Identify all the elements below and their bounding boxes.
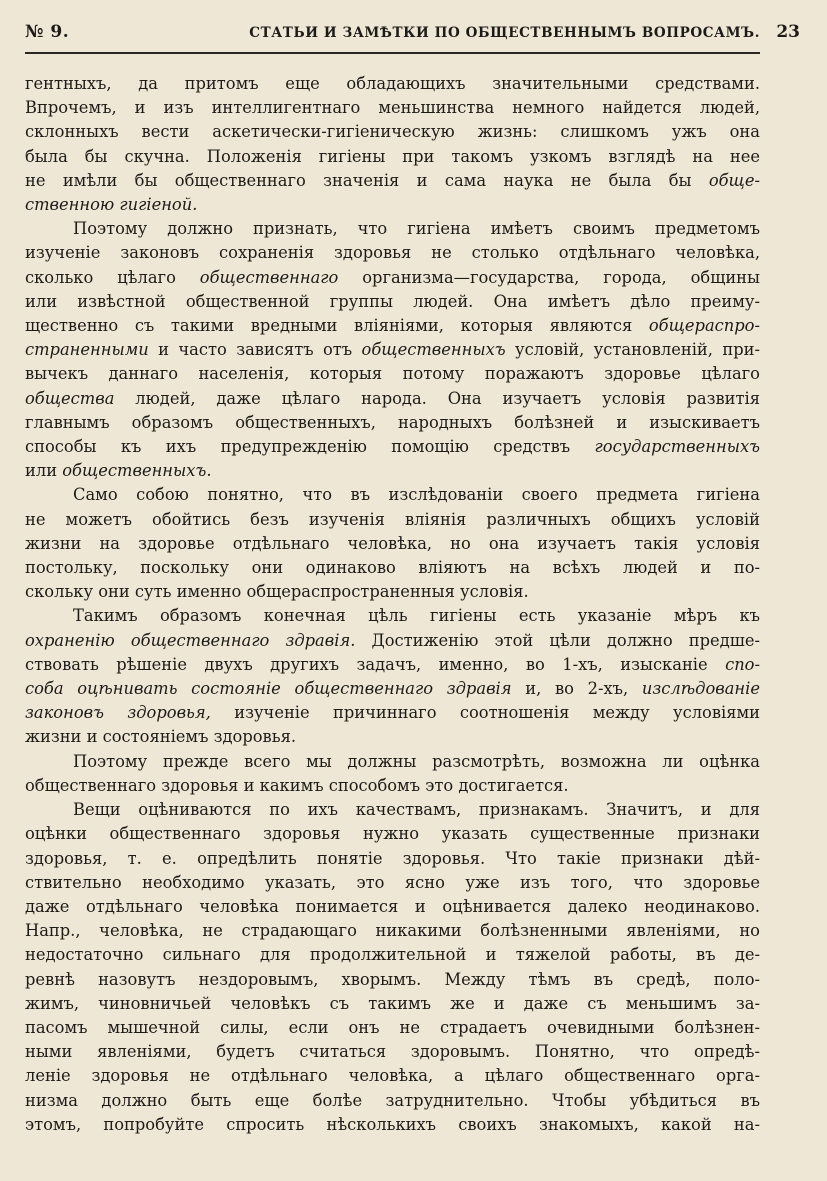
text-line: постольку, поскольку они одинаково вліяютъ на всѣхъ людей и по- <box>25 558 760 578</box>
text-line: этомъ, попробуйте спросить нѣсколькихъ своихъ знакомыхъ, какой на- <box>25 1114 760 1134</box>
text-line: охраненію общественнаго здравія. Достиженію этой цѣли должно предше- <box>25 630 760 650</box>
text-line: ными явленіями, будетъ считаться здоровымъ. Понятно, что опредѣ- <box>25 1042 760 1062</box>
text-line: Напр., человѣка, не страдающаго никакими болѣзненными явленіями, но <box>25 921 760 941</box>
text-line: здоровья, т. е. опредѣлить понятіе здоровья. Что такіе признаки дѣй- <box>25 848 760 868</box>
text-line: пасомъ мышечной силы, если онъ не страдаетъ очевидными болѣзнен- <box>25 1017 760 1037</box>
text-line: Вещи оцѣниваются по ихъ качествамъ, признакамъ. Значитъ, и для <box>73 800 760 820</box>
text-line: Такимъ образомъ конечная цѣль гигіены есть указаніе мѣръ къ <box>73 606 760 626</box>
text-line: жизни и состояніемъ здоровья. <box>25 727 297 747</box>
text-line: главнымъ образомъ общественныхъ, народныхъ болѣзней и изыскиваетъ <box>25 412 760 432</box>
text-line: щественно съ такими вредными вліяніями, которыя являются общераспро- <box>25 316 760 336</box>
issue-number: № 9. <box>25 22 70 42</box>
text-line: ствительно необходимо указать, это ясно уже изъ того, что здоровье <box>25 872 760 892</box>
text-line: страненными и часто зависятъ отъ общественныхъ условій, установленій, при- <box>25 340 760 360</box>
text-line: изученіе законовъ сохраненія здоровья не столько отдѣльнаго человѣка, <box>25 243 760 263</box>
text-line: не имѣли бы общественнаго значенія и сама наука не была бы обще- <box>25 170 760 190</box>
body-text <box>25 72 760 1137</box>
text-line: леніе здоровья не отдѣльнаго человѣка, а цѣлаго общественнаго орга- <box>25 1066 760 1086</box>
text-line: жимъ, чиновничьей человѣкъ съ такимъ же и даже съ меньшимъ за- <box>25 993 760 1013</box>
text-line: Поэтому должно признать, что гигіена имѣетъ своимъ предметомъ <box>73 219 760 239</box>
text-line: ствовать рѣшеніе двухъ другихъ задачъ, именно, во 1-хъ, изысканіе спо- <box>25 654 760 674</box>
text-line: или общественныхъ. <box>25 461 212 481</box>
text-line: ственною гигіеной. <box>25 195 198 215</box>
text-line: способы къ ихъ предупрежденію помощію средствъ государственныхъ <box>25 437 760 457</box>
text-line: была бы скучна. Положенія гигіены при такомъ узкомъ взглядѣ на нее <box>25 146 760 166</box>
text-line: сколько цѣлаго общественнаго организма—государства, города, общины <box>25 267 760 287</box>
text-line: общества людей, даже цѣлаго народа. Она изучаетъ условія развитія <box>25 388 760 408</box>
section-title: СТАТЬИ И ЗАМѢТКИ ПО ОБЩЕСТВЕННЫМЪ ВОПРОСАМЪ. <box>249 25 760 41</box>
text-line: или извѣстной общественной группы людей. Она имѣетъ дѣло преиму- <box>25 291 760 311</box>
text-line: Само собою понятно, что въ изслѣдованіи своего предмета гигіена <box>73 485 760 505</box>
text-line: даже отдѣльнаго человѣка понимается и оцѣнивается далеко неодинаково. <box>25 896 760 916</box>
text-line: оцѣнки общественнаго здоровья нужно указать существенные признаки <box>25 824 760 844</box>
text-line: недостаточно сильнаго для продолжительной и тяжелой работы, въ де- <box>25 945 760 965</box>
text-line: вычекъ даннаго населенія, которыя потому поражаютъ здоровье цѣлаго <box>25 364 760 384</box>
text-line: гентныхъ, да притомъ еще обладающихъ значительными средствами. <box>25 74 760 93</box>
text-line: соба оцѣнивать состояніе общественнаго здравія и, во 2-хъ, изслѣдованіе <box>25 679 760 699</box>
text-line: общественнаго здоровья и какимъ способомъ это достигается. <box>25 775 569 795</box>
text-line: скольку они суть именно общераспространенныя условія. <box>25 582 529 602</box>
text-line: ревнѣ назовутъ нездоровымъ, хворымъ. Между тѣмъ въ средѣ, поло- <box>25 969 760 989</box>
text-line: низма должно быть еще болѣе затруднительно. Чтобы убѣдиться въ <box>25 1090 760 1110</box>
text-line: жизни на здоровье отдѣльнаго человѣка, но она изучаетъ такія условія <box>25 533 760 553</box>
text-line: Впрочемъ, и изъ интеллигентнаго меньшинства немного найдется людей, <box>25 98 760 118</box>
page-number: 23 <box>776 22 800 42</box>
text-line: не можетъ обойтись безъ изученія вліянія различныхъ общихъ условій <box>25 509 760 529</box>
text-line: склонныхъ вести аскетически-гигіеническую жизнь: слишкомъ ужъ она <box>25 122 760 142</box>
text-line: Поэтому прежде всего мы должны разсмотрѣть, возможна ли оцѣнка <box>73 751 760 771</box>
text-line: законовъ здоровья, изученіе причиннаго соотношенія между условіями <box>25 703 760 723</box>
running-header <box>25 22 800 54</box>
